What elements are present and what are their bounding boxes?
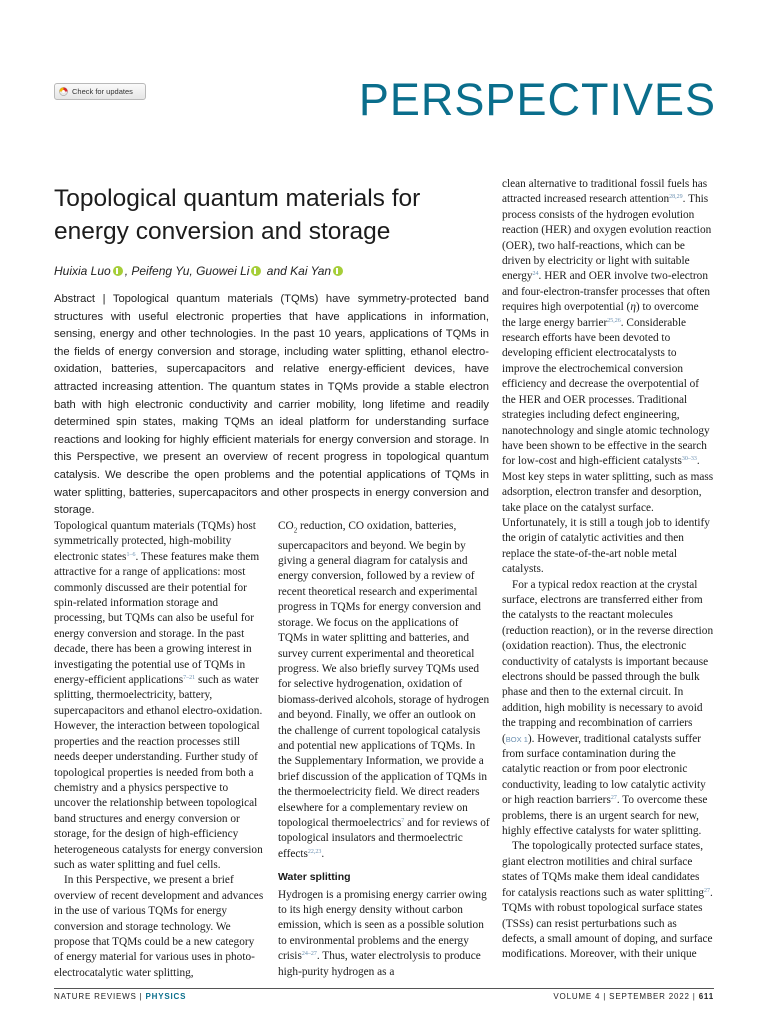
crossmark-icon bbox=[59, 87, 68, 96]
author-names: , Peifeng Yu, Guowei Li bbox=[124, 264, 250, 278]
citation-link[interactable]: 7 bbox=[401, 817, 405, 824]
journal-footer: NATURE REVIEWS | PHYSICS bbox=[54, 992, 187, 1001]
citation-link[interactable]: 27 bbox=[704, 887, 711, 894]
citation-link[interactable]: 24 bbox=[532, 271, 539, 278]
orcid-icon[interactable] bbox=[333, 266, 343, 276]
citation-link[interactable]: 30–33 bbox=[681, 456, 697, 463]
citation-link[interactable]: 25,26 bbox=[607, 317, 621, 324]
section-heading-water-splitting: Water splitting bbox=[278, 871, 351, 884]
body-column-1 bbox=[54, 519, 266, 981]
abstract: Abstract | Topological quantum materials (TQMs) have symmetry-protected band structures with useful electronic properties that have applications in information, sensing, energy and other technologies. In the past 10 years, applications of TQMs in the fields of energy conversion and storage, including water splitting, ethanol electro-oxidation, batteries, supercapacitors and relative energy-efficient devices, have attracted increasing attention. The quantum states in TQMs provide a stable electron bath with high electronic conductivity and carrier mobility, long lifetime and readily determined spin states, making TQMs an ideal platform for understanding surface reactions and looking for highly efficient materials for energy conversion and storage. In this Perspective, we present an overview of recent progress in topological quantum catalysis. We describe the open problems and the potential applications of TQMs in water splitting, batteries, supercapacitors and other prospects in energy conversion and storage. bbox=[54, 293, 489, 517]
paragraph: In this Perspective, we present a brief overview of recent development and advances in the use of various TQMs for energy conversion and storage technology. We propose that TQMs could be a new category of energy material for various uses in photo-electrocatalytic water splitting, bbox=[54, 874, 264, 979]
paragraph: Topological quantum materials (TQMs) host symmetrically protected, high-mobility electronic states$^{1-6}$. These features make them attractive for a range of applications: most commonly discussed are their potential for spin-related information storage and processing, but TQMs can also be useful for energy conversion and storage. In the past decade, there has been a growing interest in investigating the potential use of TQMs in energy-efficient applications$^{7-21}$ such as water splitting, thermoelectricity, battery, supercapacitors and ethanol electro-oxidation. However, the interaction between topological properties and the reaction processes still needs deeper understanding. Further study of topological properties is needed from both a chemistry and a physics perspective to uncover the relationship between topological band structures and energy conversion or storage, for the design of high-efficiency heterogeneous catalysts for energy conversion such as water splitting and fuel cells. bbox=[54, 520, 263, 871]
check-for-updates-button[interactable] bbox=[54, 83, 146, 100]
section-heading: PERSPECTIVES bbox=[358, 74, 716, 125]
citation-link[interactable]: 22,23 bbox=[307, 848, 322, 855]
citation-link[interactable]: 24–27 bbox=[301, 951, 317, 958]
body-column-3 bbox=[502, 177, 714, 963]
orcid-icon[interactable] bbox=[113, 266, 123, 276]
author-name: Huixia Luo bbox=[54, 264, 111, 278]
page-number: 611 bbox=[698, 992, 714, 1001]
footer-rule bbox=[54, 988, 714, 989]
citation-link[interactable]: 1–6 bbox=[126, 551, 136, 558]
body-column-2 bbox=[278, 519, 490, 980]
paragraph: $CO_2$ reduction, CO oxidation, batteries, supercapacitors and beyond. We begin by giving a general diagram for catalysis and energy conversion, followed by a review of recent theoretical research and experimental progress in TQMs for energy conversion and storage. We focus on the applications of TQMs in water splitting and batteries, and survey current experimental and theoretical progress. We also briefly survey TQMs used for selective hydrogenation, oxidation of biomass-derived alcohols, storage of hydrogen and beyond. Finally, we offer an outlook on the challenge of current topological catalysis and potential new applications of TQMs. In the Supplementary Information, we provide a brief discussion of the application of TQMs in the thermoelectricity field. We direct readers elsewhere for a complementary review on topological thermoelectrics$^7$ and for reviews of topological insulators and thermoelectric effects$^{22,23}$. bbox=[278, 520, 490, 860]
paragraph: Hydrogen is a promising energy carrier owing to its high energy density without carbon emission, which is seen as a possible solution to environmental problems and the energy crisis$^{24-27}$. Thus, water electrolysis to produce high-purity hydrogen as a bbox=[278, 888, 487, 978]
paragraph: The topologically protected surface states, giant electron motilities and chiral surface states of TQMs make them ideal candidates for catalysis reactions such as water splitting$^{27}$. TQMs with robust topological surface states (TSSs) can resist perturbations such as defects, a small amount of doping, and surface modifications. Moreover, with their unique bbox=[502, 840, 713, 961]
author-names: and Kai Yan bbox=[263, 264, 332, 278]
paragraph: For a typical redox reaction at the crystal surface, electrons are transferred either from the catalysts to the reactant molecules (reduction reaction), or in the reverse direction (oxidation reaction). Thus, the electronic conductivity of catalysts is important because electrons should be passed through the bulk phase and then to the external circuit. In addition, high mobility is necessary to avoid the trapping and recombination of carriers (BOX 1). However, traditional catalysts suffer from surface contamination during the catalytic reaction or from poor electronic conductivity, leading to low catalytic activity or high reaction barriers$^{27}$. To overcome these problems, there is an urgent search for new, highly effective catalysts for water splitting. bbox=[502, 578, 714, 838]
orcid-icon[interactable] bbox=[251, 266, 261, 276]
citation-link[interactable]: 27 bbox=[610, 795, 617, 802]
citation-link[interactable]: 28,29 bbox=[669, 194, 683, 201]
check-for-updates-label: Check for updates bbox=[72, 87, 133, 96]
issue-footer: VOLUME 4 | SEPTEMBER 2022 | 611 bbox=[553, 992, 714, 1001]
citation-link[interactable]: 7–21 bbox=[183, 675, 196, 682]
box-link[interactable]: BOX 1 bbox=[505, 734, 528, 744]
article-title: Topological quantum materials for energy conversion and storage bbox=[54, 185, 421, 245]
paragraph: clean alternative to traditional fossil fuels has attracted increased research attention$^{28,29}$. This process consists of the hydrogen evolution reaction (HER) and oxygen evolution reaction (OER), two half-reactions, which can be driven by electricity or light with suitable energy$^{24}$. HER and OER involve two-electron and four-electron-transfer processes that often requires high overpotential (η) to overcome the large energy barrier$^{25,26}$. Considerable research efforts have been devoted to developing efficient electrocatalysts to improve the electrochemical conversion efficiency and decrease the overpotential of the HER and OER processes. Traditional strategies including defect engineering, nanotechnology and single atomic technology have been shown to be effective in the search for low-cost and high-efficient catalysts$^{30-33}$. Most key steps in water splitting, such as mass adsorption, electron transfer and desorption, take place on the catalyst surface. Unfortunately, it is still a tough job to identify the origin of catalytic activities and then replace the state-of-the-art noble metal catalysts. bbox=[502, 178, 714, 576]
author-list bbox=[54, 264, 345, 278]
